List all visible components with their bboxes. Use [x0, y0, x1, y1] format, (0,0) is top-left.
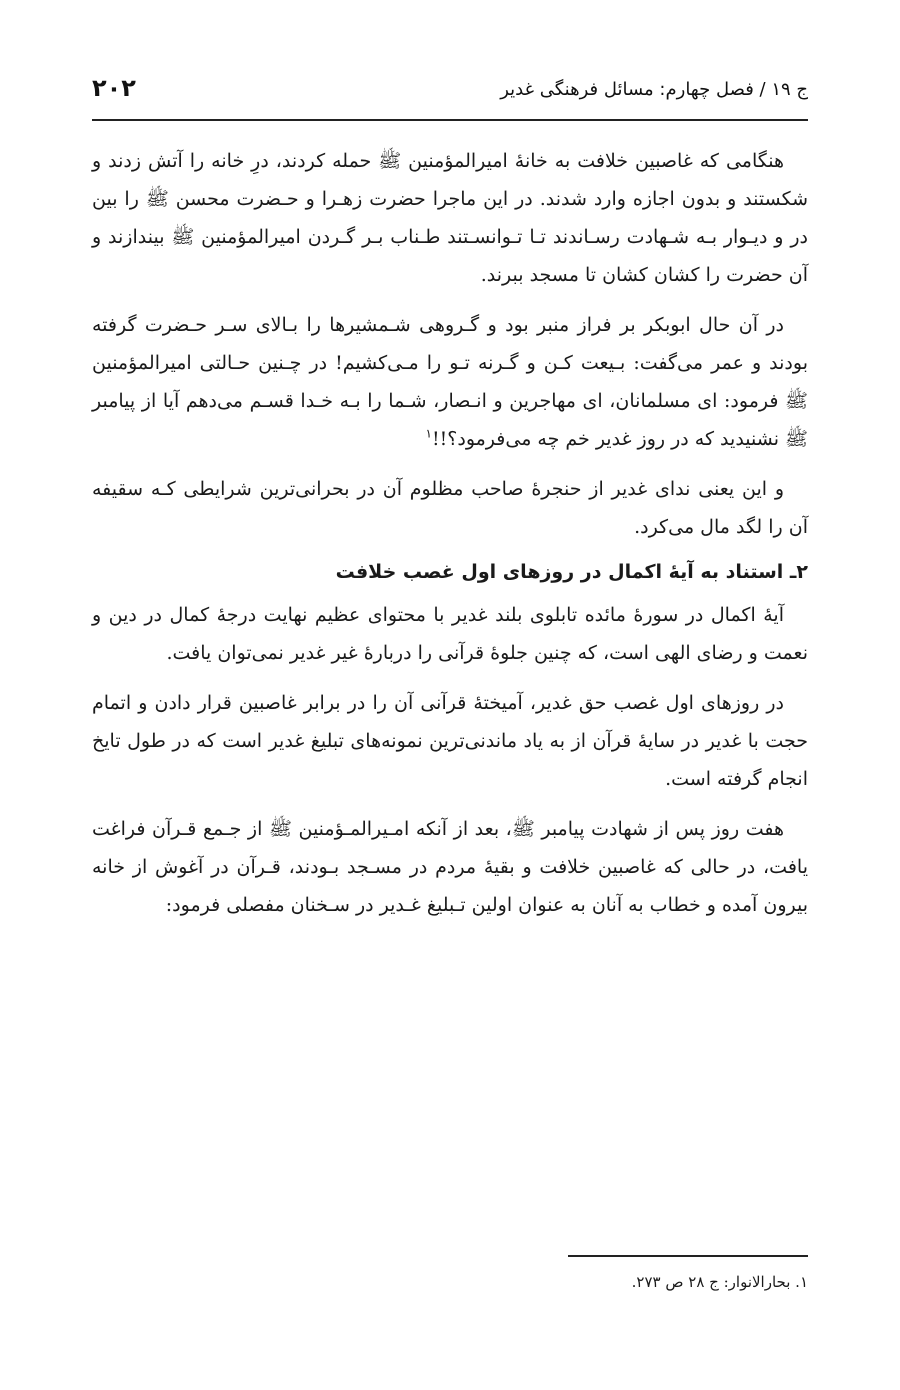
- paragraph-1: هنگامی که غاصبین خلافت به خانهٔ امیرالمؤمنین ﷺ حمله کردند، درِ خانه را آتش زدند و شکستند و بدون اجازه وارد شدند. در این ماجرا حضرت زهـرا و حـضرت محسن ﷺ را بین در و دیـوار بـه شـهادت رسـاندند تـا تـوانسـتند طـناب بـر گـردن امیرالمؤمنین ﷺ بیندازند و آن حضرت را کشان کشان تا مسجد ببرند.: [92, 150, 808, 286]
- book-page: [92, 0, 808, 1390]
- footnote: ۱. بحارالانوار: ج ۲۸ ص ۲۷۳.: [631, 1273, 808, 1291]
- paragraph-2-text: در آن حال ابوبکر بر فراز منبر بود و گـروهی شـمشیرها را بـالای سـر حـضرت گرفته بودند و عمر می‌گفت: بـیعت کـن و گـرنه تـو را مـی‌کشیم! در چـنین حـالتی امیرالمؤمنین ﷺ فرمود: ای مسلمانان، ای مهاجرین و انـصار، شـما را بـه خـدا قسـم می‌دهم آیا از پیامبر ﷺ نشنیدید که در روز غدیر خم چه می‌فرمود؟!!: [92, 314, 808, 450]
- paragraph-2: [92, 306, 808, 458]
- footnote-reference: ۱: [425, 426, 432, 441]
- paragraph-5: در روزهای اول غصب حق غدیر، آمیختهٔ قرآنی آن را در برابر غاصبین قرار دادن و اتمام حجت با غدیر در سایهٔ قرآن از به یاد ماندنی‌ترین نمونه‌های تبلیغ غدیر است که در طول تایخ انجام گرفته است.: [92, 692, 808, 790]
- page-header: [92, 74, 808, 114]
- footnote-rule: [568, 1255, 808, 1257]
- header-rule: [92, 119, 808, 121]
- paragraph-4: آیهٔ اکمال در سورهٔ مائده تابلوی بلند غدیر با محتوای عظیم نهایت درجهٔ کمال در دین و نعمت و رضای الهی است، که چنین جلوهٔ قرآنی را دربارهٔ غیر غدیر نمی‌توان یافت.: [92, 604, 808, 664]
- paragraph-6: هفت روز پس از شهادت پیامبر ﷺ، بعد از آنکه امـیرالمـؤمنین ﷺ از جـمع قـرآن فراغت یافت، در حالی که غاصبین خلافت و بقیهٔ مردم در مسـجد بـودند، قـرآن در آغوش از خانه بیرون آمده و خطاب به آنان به عنوان اولین تـبلیغ غـدیر در سـخنان مفصلی فرمود:: [92, 818, 808, 916]
- paragraph-3: و این یعنی ندای غدیر از حنجرهٔ صاحب مظلوم آن در بحرانی‌ترین شرایطی کـه سقیفه آن را لگد مال می‌کرد.: [92, 478, 808, 538]
- section-heading: ۲ـ استناد به آیهٔ اکمال در روزهای اول غصب خلافت: [335, 561, 808, 583]
- running-head: ج ۱۹ / فصل چهارم: مسائل فرهنگی غدیر: [500, 79, 808, 100]
- page-number: ۲۰۲: [92, 74, 136, 102]
- body-text: [92, 142, 808, 936]
